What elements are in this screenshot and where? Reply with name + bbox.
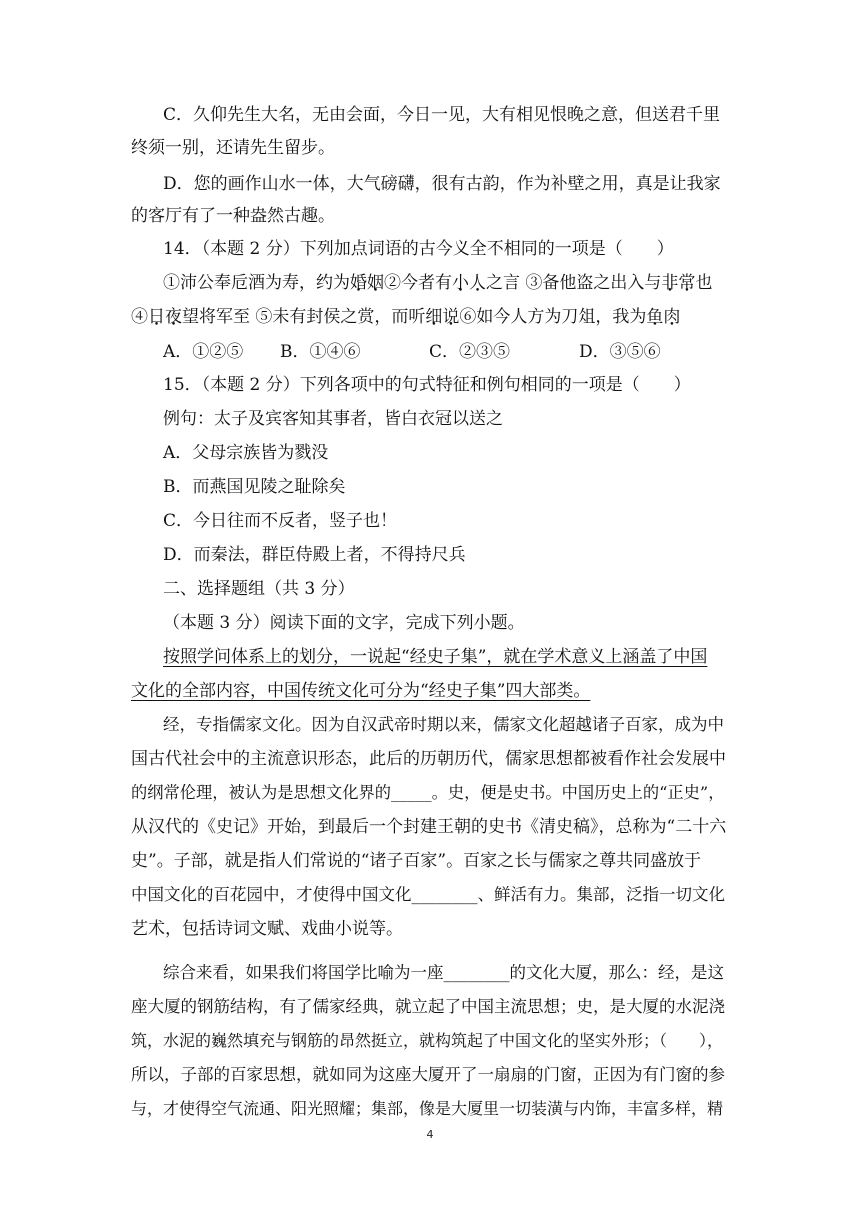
dotted-char: 肉 <box>663 307 681 327</box>
q15-option-d: D．而秦法，群臣侍殿上者，不得持尺兵 <box>163 545 466 565</box>
option-d-line1: D．您的画作山水一体，大气磅礴，很有古韵，作为补壁之用，真是让我家 <box>163 174 721 194</box>
dotted-char: 人 <box>469 273 486 293</box>
dotted-char: 婚 <box>350 273 367 293</box>
passage-line: 的纲常伦理，被认为是思想文化界的_____。史，便是史书。中国历史上的“正史”， <box>131 783 725 802</box>
question-14-stem: 14．（本题 2 分）下列加点词语的古今义全不相同的一项是（ ） <box>163 239 674 259</box>
passage-line: 从汉代的《史记》开始，到最后一个封建王朝的史书《清史稿》，总称为“二十六 <box>131 817 727 837</box>
question-14-items-line1: ①沛公奉卮酒为寿，约为婚姻②今者有小人之言 ③备他盗之出入与非常也 <box>163 273 713 293</box>
option-c-line1: C．久仰先生大名，无由会面，今日一见，大有相见恨晚之意，但送君千里 <box>163 105 721 125</box>
passage-line: 所以，子部的百家思想，就如同为这座大厦开了一扇扇的门窗，正因为有门窗的参 <box>131 1065 725 1084</box>
q15-option-b: B．而燕国见陵之耻除矣 <box>163 477 346 497</box>
q14-option-d: D．③⑤⑥ <box>579 342 661 362</box>
dotted-char: 细 <box>425 307 443 327</box>
dotted-char: 说 <box>442 307 460 327</box>
passage-line: 经，专指儒家文化。因为自汉武帝时期以来，儒家文化超越诸子百家，成为中 <box>163 715 724 734</box>
q14-option-b: B．①④⑥ <box>280 342 361 362</box>
passage-line: 史”。子部，就是指人们常说的“诸子百家”。百家之长与儒家之尊共同盛放于 <box>131 851 702 871</box>
section-2-instruction: （本题 3 分）阅读下面的文字，完成下列小题。 <box>163 613 525 633</box>
passage-line: 与，才使得空气流通、阳光照耀；集部，像是大厦里一切装潢与内饰，丰富多样，精 <box>131 1099 724 1118</box>
underlined-sentence-line2: 文化的全部内容，中国传统文化可分为“经史子集”四大部类。 <box>131 681 591 701</box>
q14-option-a: A．①②⑤ <box>163 342 244 362</box>
passage-line: 座大厦的钢筋结构，有了儒家经典，就立起了中国主流思想；史，是大厦的水泥浇 <box>131 997 725 1016</box>
underlined-sentence-line1: 按照学问体系上的划分，一说起“经史子集”，就在学术意义上涵盖了中国 <box>163 647 708 667</box>
question-15-stem: 15．（本题 2 分）下列各项中的句式特征和例句相同的一项是（ ） <box>163 375 691 395</box>
passage-line: 筑，水泥的巍然填充与钢筋的昂然挺立，就构筑起了中国文化的坚实外形；（ ）， <box>131 1031 724 1050</box>
dotted-char: 小 <box>452 273 469 293</box>
dotted-char: 鱼 <box>646 307 664 327</box>
dotted-char: 日 <box>148 307 165 327</box>
q15-option-a: A．父母宗族皆为戮没 <box>163 443 329 463</box>
question-14-items-line2: ④日夜望将军至 ⑤未有封侯之赏，而听细说⑥如今人方为刀俎，我为鱼肉 <box>131 307 681 327</box>
q14-option-c: C．②③⑤ <box>429 342 511 362</box>
page-number: 4 <box>426 1128 434 1141</box>
question-15-example: 例句：太子及宾客知其事者，皆白衣冠以送之 <box>163 409 503 429</box>
section-2-heading: 二、选择题组（共 3 分） <box>163 579 355 599</box>
option-d-line2: 的客厅有了一种盎然古趣。 <box>131 206 335 226</box>
dotted-char: 姻 <box>367 273 384 293</box>
passage-line: 综合来看，如果我们将国学比喻为一座________的文化大厦，那么：经，是这 <box>163 963 724 982</box>
dotted-char: 夜 <box>165 307 182 327</box>
passage-line: 艺术，包括诗词文赋、戏曲小说等。 <box>131 919 403 939</box>
dotted-char: 常 <box>678 273 696 293</box>
q15-option-c: C．今日往而不反者，竖子也！ <box>163 511 398 531</box>
passage-line: 中国文化的百花园中，才使得中国文化________、鲜活有力。集部，泛指一切文化 <box>131 885 725 904</box>
dotted-char: 非 <box>661 273 679 293</box>
passage-line: 国古代社会中的主流意识形态，此后的历朝历代，儒家思想都被看作社会发展中 <box>131 749 726 769</box>
option-c-line2: 终须一别，还请先生留步。 <box>131 138 335 158</box>
